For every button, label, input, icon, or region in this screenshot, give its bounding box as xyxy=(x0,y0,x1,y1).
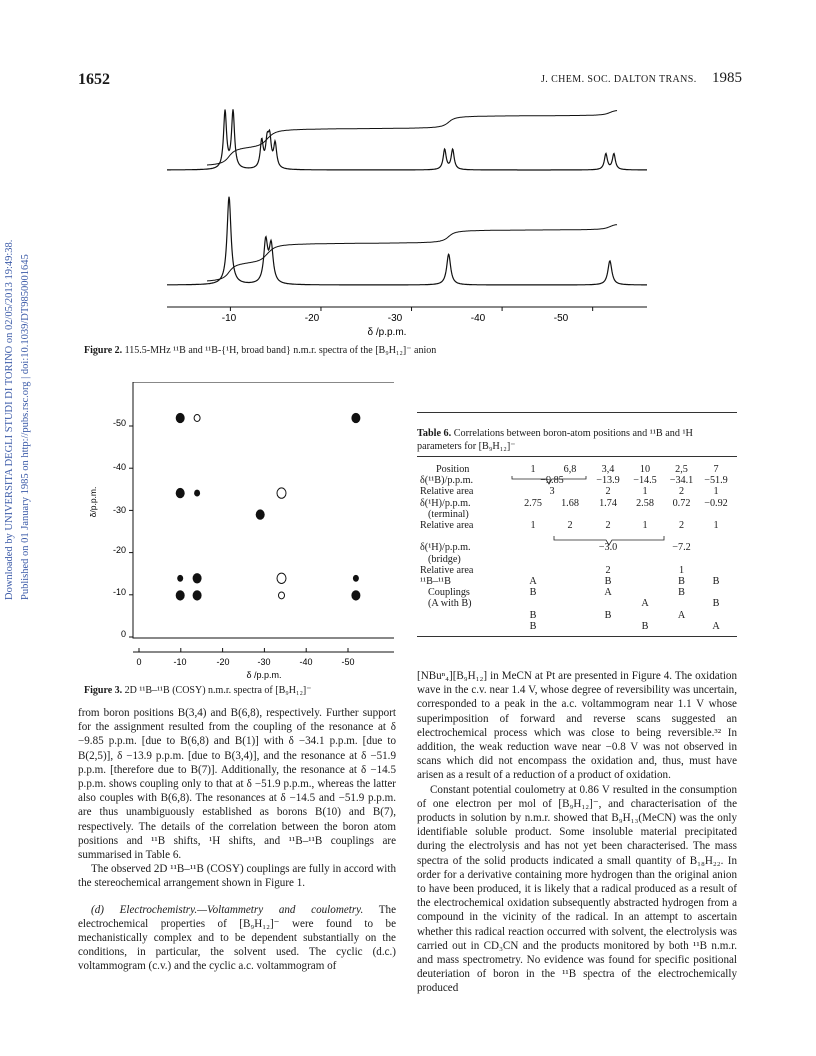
table-cell xyxy=(663,621,700,632)
page-number: 1652 xyxy=(78,71,110,88)
table-cell xyxy=(589,621,627,632)
table-cell: A xyxy=(712,620,720,632)
row-label: (terminal) xyxy=(428,508,469,520)
table-row xyxy=(420,554,732,565)
column-header: 10 xyxy=(639,464,651,475)
x-axis-tick-label: -30 xyxy=(257,657,271,667)
table-cell: B xyxy=(604,576,612,588)
table-cell xyxy=(515,554,551,565)
table-cell xyxy=(515,531,551,542)
brace-1-68 xyxy=(510,474,590,488)
cross-peak xyxy=(193,590,202,600)
table-cell: 2.75 xyxy=(524,497,542,509)
row-label: Relative area xyxy=(420,564,474,576)
y-axis-tick-label: -50 xyxy=(112,418,126,428)
paragraph: Constant potential coulometry at 0.86 V resulted in the consumption of one electron per mol of [B₉H₁₂]⁻, and characterisation of the products in solution by n.m.r. showed that B₉H₁₃(MeCN) was the only identifiable soluble product. Some insoluble material precipitated during the electrolysis and has not yet been characterised. The mass spectra of the solid products indicated a small quantity of B₁₈H₂₂. In order for a derivative containing more hydrogen than the original anion to have been produced, it is likely that a radical produced as a result of the electrochemical oxidation subsequently abstracted hydrogen from a compound in the vicinity of the radical. In an attempt to ascertain whether this radical reaction occurred with solvent, the electrolysis was carried out in CD₃CN and the products monitored by both ¹¹B n.m.r. and mass spectrometry. No evidence was found for specific positional deuteriation of boron in the ¹¹B spectra of the electrochemically produced xyxy=(417,783,737,995)
table-cell xyxy=(700,610,732,621)
column-header: 6,8 xyxy=(563,464,577,475)
table-cell xyxy=(700,554,732,565)
table6-header-rule xyxy=(417,456,737,457)
table-cell: B xyxy=(712,576,720,588)
table-cell: 2 xyxy=(605,564,611,576)
table-row xyxy=(420,621,732,632)
x-axis-tick-label: -40 xyxy=(470,313,486,324)
row-label xyxy=(420,621,515,632)
table-cell xyxy=(551,565,589,576)
y-axis-label: δ/p.p.m. xyxy=(88,486,98,518)
table-cell: B xyxy=(529,620,537,632)
x-axis-tick-label: -50 xyxy=(553,313,569,324)
table-row xyxy=(420,587,732,598)
table-cell: B xyxy=(678,587,685,599)
y-axis-tick-label: -20 xyxy=(112,545,126,555)
table-cell: −7.2 xyxy=(672,542,691,554)
figure3-caption: Figure 3. 2D ¹¹B–¹¹B (COSY) n.m.r. spectra of [B₉H₁₂]⁻ xyxy=(84,685,312,696)
row-label: δ(¹H)/p.p.m. xyxy=(420,542,471,554)
table-cell xyxy=(663,598,700,609)
table-cell: 0.72 xyxy=(672,497,691,509)
table-cell: 1.74 xyxy=(599,497,617,509)
table-cell: −0.92 xyxy=(704,497,728,509)
figure3-cosy xyxy=(84,382,394,682)
row-label xyxy=(420,531,515,542)
table-cell xyxy=(515,598,551,609)
table-cell: 1 xyxy=(642,486,648,498)
row-label: Relative area xyxy=(420,520,474,532)
cross-peak xyxy=(177,575,183,582)
table-cell xyxy=(515,509,551,520)
x-axis-tick-label: 0 xyxy=(136,657,142,667)
table-row xyxy=(420,565,732,576)
figure2-caption: Figure 2. 115.5-MHz ¹¹B and ¹¹B-{¹H, broad band} n.m.r. spectra of the [B₉H₁₂]⁻ anion xyxy=(84,345,437,356)
row-label: δ(¹H)/p.p.m. xyxy=(420,497,471,509)
table-cell xyxy=(663,509,700,520)
row-label: ¹¹B–¹¹B xyxy=(420,576,451,588)
column-header: 7 xyxy=(713,464,719,475)
diagonal-peak xyxy=(277,488,286,498)
table-cell xyxy=(627,554,663,565)
coupled-spectrum-trace xyxy=(167,109,647,170)
table-cell: −34.1 xyxy=(669,475,694,487)
table-cell: B xyxy=(604,609,612,621)
left-column-text xyxy=(78,706,396,974)
table-cell: −3.0 xyxy=(598,542,618,554)
y-axis-tick-label: -30 xyxy=(112,505,126,515)
row-label: (A with B) xyxy=(428,598,472,610)
table-row xyxy=(420,509,732,520)
x-axis-tick-label: -30 xyxy=(387,313,403,324)
figure2-spectra xyxy=(155,95,655,340)
table-cell: A xyxy=(677,609,686,621)
table-cell: 1.68 xyxy=(561,497,579,509)
cross-peak xyxy=(194,490,200,497)
x-axis-tick-label: -20 xyxy=(304,313,320,324)
paragraph: from boron positions B(3,4) and B(6,8), respectively. Further support for the assignment resulted from the coupling of the resonance at δ −9.85 p.p.m. [due to B(6,8) and B(1)] with δ −34.1 p.p.m. [due to B(2,5)], δ −13.9 p.p.m. [due to B(3,4)], and the resonance at δ −51.9 p.p.m. [therefore due to B(7)]. Additionally, the resonance at δ −14.5 p.p.m. shows coupling only to that at δ −51.9 p.p.m., whereas the latter also couples with B(6,8). The resonances at δ −14.5 and −51.9 p.p.m. are thus unambiguously established as borons B(10) and B(7), respectively. The details of the correlation between the boron atom positions and ¹¹B shifts, ¹H shifts, and ¹¹B–¹¹B couplings are summarised in Table 6. xyxy=(78,707,396,862)
table-cell xyxy=(700,509,732,520)
table-cell: 2 xyxy=(605,520,611,532)
x-axis-tick-label: -50 xyxy=(341,657,355,667)
paragraph: [NBuⁿ₄][B₉H₁₂] in MeCN at Pt are presented in Figure 4. The oxidation wave in the c.v. near 1.4 V, whose degree of reversibility was uncertain, corresponded to a peak in the a.c. voltammogram near 1.1 V whose superimposition of forward and reverse scans suggested an electrochemical process which was close to being reversible.³² In addition, the weak reduction wave near −0.8 V was not observed in scans which did not encompass the oxidation and, thus, must have arisen as a result of a reduction of a product of oxidation. xyxy=(417,670,737,782)
journal-name: J. CHEM. SOC. DALTON TRANS. xyxy=(541,74,697,85)
table-cell: 1 xyxy=(678,564,685,576)
table-cell: −9.85 xyxy=(540,475,564,487)
diagonal-peak xyxy=(256,509,265,519)
table-cell xyxy=(551,610,589,621)
coupled-integral-trace xyxy=(207,111,617,166)
table-cell: −14.5 xyxy=(633,475,657,487)
decoupled-integral-trace xyxy=(207,225,617,281)
row-label: Relative area xyxy=(420,486,474,498)
table-cell: −51.9 xyxy=(704,475,728,487)
table-cell xyxy=(700,587,732,598)
table-cell xyxy=(551,554,589,565)
row-label xyxy=(420,610,515,621)
cross-peak xyxy=(279,592,285,599)
x-axis-tick-label: -10 xyxy=(173,657,187,667)
table-row xyxy=(420,486,732,497)
table-cell xyxy=(627,610,663,621)
table-cell xyxy=(700,531,732,542)
table-cell: A xyxy=(641,598,649,610)
table-cell xyxy=(515,542,551,553)
table6-caption: Table 6. Correlations between boron-atom positions and ¹¹B and ¹H parameters for [B₉H₁₂]⁻ xyxy=(417,428,693,452)
table-cell xyxy=(551,587,589,598)
cross-peak xyxy=(351,590,360,600)
y-axis-tick-label: -10 xyxy=(112,587,126,597)
table-cell xyxy=(627,587,663,598)
x-axis-label: δ /p.p.m. xyxy=(246,670,282,680)
table-cell: A xyxy=(604,587,612,599)
x-axis-label: δ /p.p.m. xyxy=(367,327,407,338)
table-cell: 2.58 xyxy=(636,497,654,509)
table-row xyxy=(420,610,732,621)
table-cell xyxy=(551,598,589,609)
y-axis-tick-label: 0 xyxy=(120,629,126,639)
paragraph: (d) Electrochemistry.—Voltammetry and coulometry. The electrochemical properties of [B₉H₁₂]⁻ were found to be mechanistically complex and to be dependent substantially on the conditions, in particular, the solvent used. The cyclic (d.c.) voltammogram (c.v.) and the cyclic a.c. voltammogram of xyxy=(78,903,396,973)
cross-peak xyxy=(176,488,185,498)
table-cell xyxy=(627,565,663,576)
cross-peak xyxy=(176,413,185,423)
x-axis-tick-label: -10 xyxy=(221,313,237,324)
cross-peak xyxy=(277,573,286,583)
table-cell: 1 xyxy=(713,486,719,498)
cross-peak xyxy=(194,415,200,422)
diagonal-peak xyxy=(193,573,202,583)
table-cell: 2 xyxy=(678,520,685,532)
table-cell: B xyxy=(529,587,537,599)
table-cell xyxy=(589,598,627,609)
table-cell xyxy=(663,554,700,565)
table-cell xyxy=(627,509,663,520)
column-header: 3,4 xyxy=(601,464,615,475)
table-cell: B xyxy=(678,576,685,588)
x-axis-tick-label: -40 xyxy=(299,657,313,667)
table-cell: 1 xyxy=(713,520,719,532)
table-row xyxy=(420,598,732,609)
brace-68-34-10 xyxy=(552,534,682,548)
table-cell xyxy=(700,565,732,576)
table-cell xyxy=(700,542,732,553)
decoupled-spectrum-trace xyxy=(167,197,647,285)
row-label: (bridge) xyxy=(428,553,461,565)
table6-bottom-rule xyxy=(417,636,737,637)
x-axis-tick-label: -20 xyxy=(216,657,230,667)
table-cell: B xyxy=(712,598,720,610)
table-cell xyxy=(627,576,663,587)
journal-year: 1985 xyxy=(712,70,742,86)
column-header: 1 xyxy=(530,464,536,475)
column-header: Position xyxy=(436,464,470,475)
cross-peak xyxy=(353,575,359,582)
table6 xyxy=(420,464,732,632)
table-cell: −13.9 xyxy=(596,475,620,487)
table-row xyxy=(420,520,732,531)
table-cell xyxy=(515,565,551,576)
table-cell: 2 xyxy=(678,486,685,498)
table-cell: 1 xyxy=(530,520,536,532)
table-row xyxy=(420,498,732,509)
table-cell xyxy=(589,554,627,565)
y-axis-tick-label: -40 xyxy=(112,462,126,472)
table-cell: B xyxy=(641,620,649,632)
table-cell xyxy=(551,621,589,632)
table-cell: 3 xyxy=(549,486,555,498)
table-cell: B xyxy=(529,609,537,621)
table-cell: 1 xyxy=(642,520,648,532)
row-label: δ(¹¹B)/p.p.m. xyxy=(420,475,474,487)
column-header: 2,5 xyxy=(675,464,688,475)
right-column-text xyxy=(417,669,737,996)
publication-notice: Published on 01 January 1985 on http://pubs.rsc.org | doi:10.1039/DT9850001645 xyxy=(20,254,31,600)
table-cell: 2 xyxy=(567,520,573,532)
table-cell xyxy=(551,509,589,520)
download-notice: Downloaded by UNIVERSITA DEGLI STUDI DI TORINO on 02/05/2013 19:49:38. xyxy=(4,239,15,600)
table6-top-rule xyxy=(417,412,737,413)
table-cell xyxy=(589,509,627,520)
diagonal-peak xyxy=(176,590,185,600)
row-label: Couplings xyxy=(428,587,470,599)
table-cell: 2 xyxy=(605,486,611,498)
paragraph: The observed 2D ¹¹B–¹¹B (COSY) couplings are fully in accord with the stereochemical arrangement shown in Figure 1. xyxy=(78,863,396,890)
table-row xyxy=(420,576,732,587)
diagonal-peak xyxy=(351,413,360,423)
table-cell xyxy=(551,576,589,587)
table-cell: A xyxy=(529,576,537,588)
